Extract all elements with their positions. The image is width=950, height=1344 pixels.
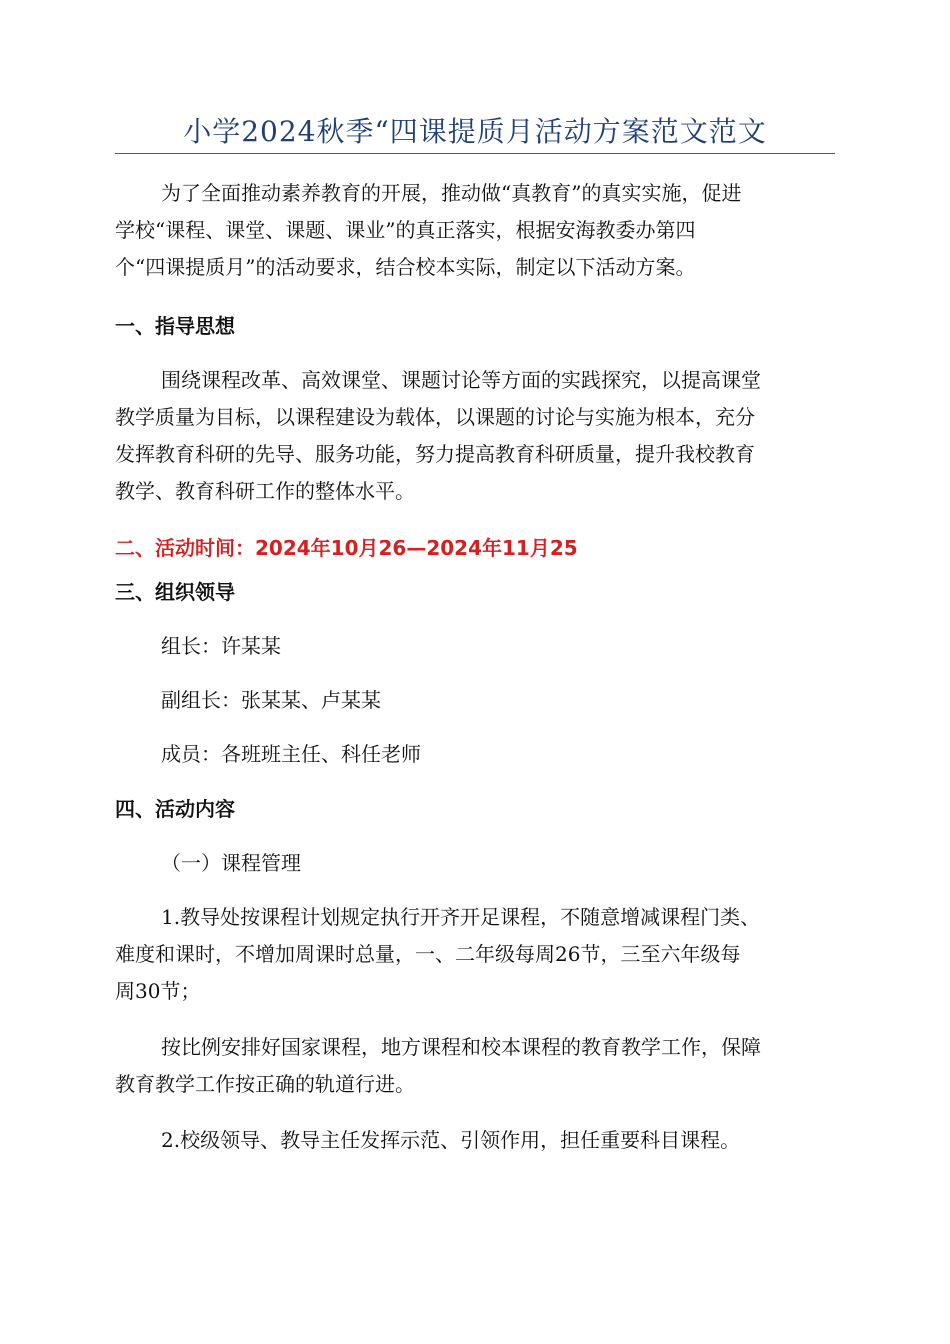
title-underline <box>115 153 835 154</box>
intro-line: 学校“课程、课堂、课题、课业”的真正落实，根据安海教委办第四 <box>115 218 696 242</box>
section1-paragraph <box>115 362 835 510</box>
item1-line: 周30节； <box>115 979 201 1003</box>
section1-line: 围绕课程改革、高效课堂、课题讨论等方面的实践探究，以提高课堂 <box>161 368 761 392</box>
allocation-paragraph <box>115 1029 835 1103</box>
section1-line: 发挥教育科研的先导、服务功能，努力提高教育科研质量，提升我校教育 <box>115 442 755 466</box>
section3-heading: 三、组织领导 <box>115 580 235 604</box>
document-title: 小学2024秋季“四课提质月活动方案范文范文 <box>183 115 767 148</box>
item1-line: 1.教导处按课程计划规定执行开齐开足课程，不随意增减课程门类、 <box>161 905 761 929</box>
item1-paragraph <box>115 899 835 1010</box>
members-line: 成员：各班班主任、科任老师 <box>161 742 421 766</box>
item2-paragraph: 2.校级领导、教导主任发挥示范、引领作用，担任重要科目课程。 <box>161 1128 741 1152</box>
subsection-heading: （一）课程管理 <box>161 851 301 875</box>
allocation-line: 教育教学工作按正确的轨道行进。 <box>115 1072 415 1096</box>
section2-heading: 二、活动时间：2024年10月26—2024年11月25 <box>115 536 578 560</box>
item1-line: 难度和课时，不增加周课时总量，一、二年级每周26节，三至六年级每 <box>115 942 741 966</box>
intro-paragraph <box>115 175 835 286</box>
leader-line: 组长：许某某 <box>161 634 281 658</box>
section4-heading: 四、活动内容 <box>115 797 235 821</box>
allocation-line: 按比例安排好国家课程，地方课程和校本课程的教育教学工作，保障 <box>161 1035 761 1059</box>
intro-line: 为了全面推动素养教育的开展，推动做“真教育”的真实实施，促进 <box>161 181 742 205</box>
intro-line: 个“四课提质月”的活动要求，结合校本实际，制定以下活动方案。 <box>115 255 696 279</box>
section1-line: 教学质量为目标，以课程建设为载体，以课题的讨论与实施为根本，充分 <box>115 405 755 429</box>
section1-line: 教学、教育科研工作的整体水平。 <box>115 479 415 503</box>
deputy-line: 副组长：张某某、卢某某 <box>161 688 381 712</box>
section1-heading: 一、指导思想 <box>115 314 235 338</box>
